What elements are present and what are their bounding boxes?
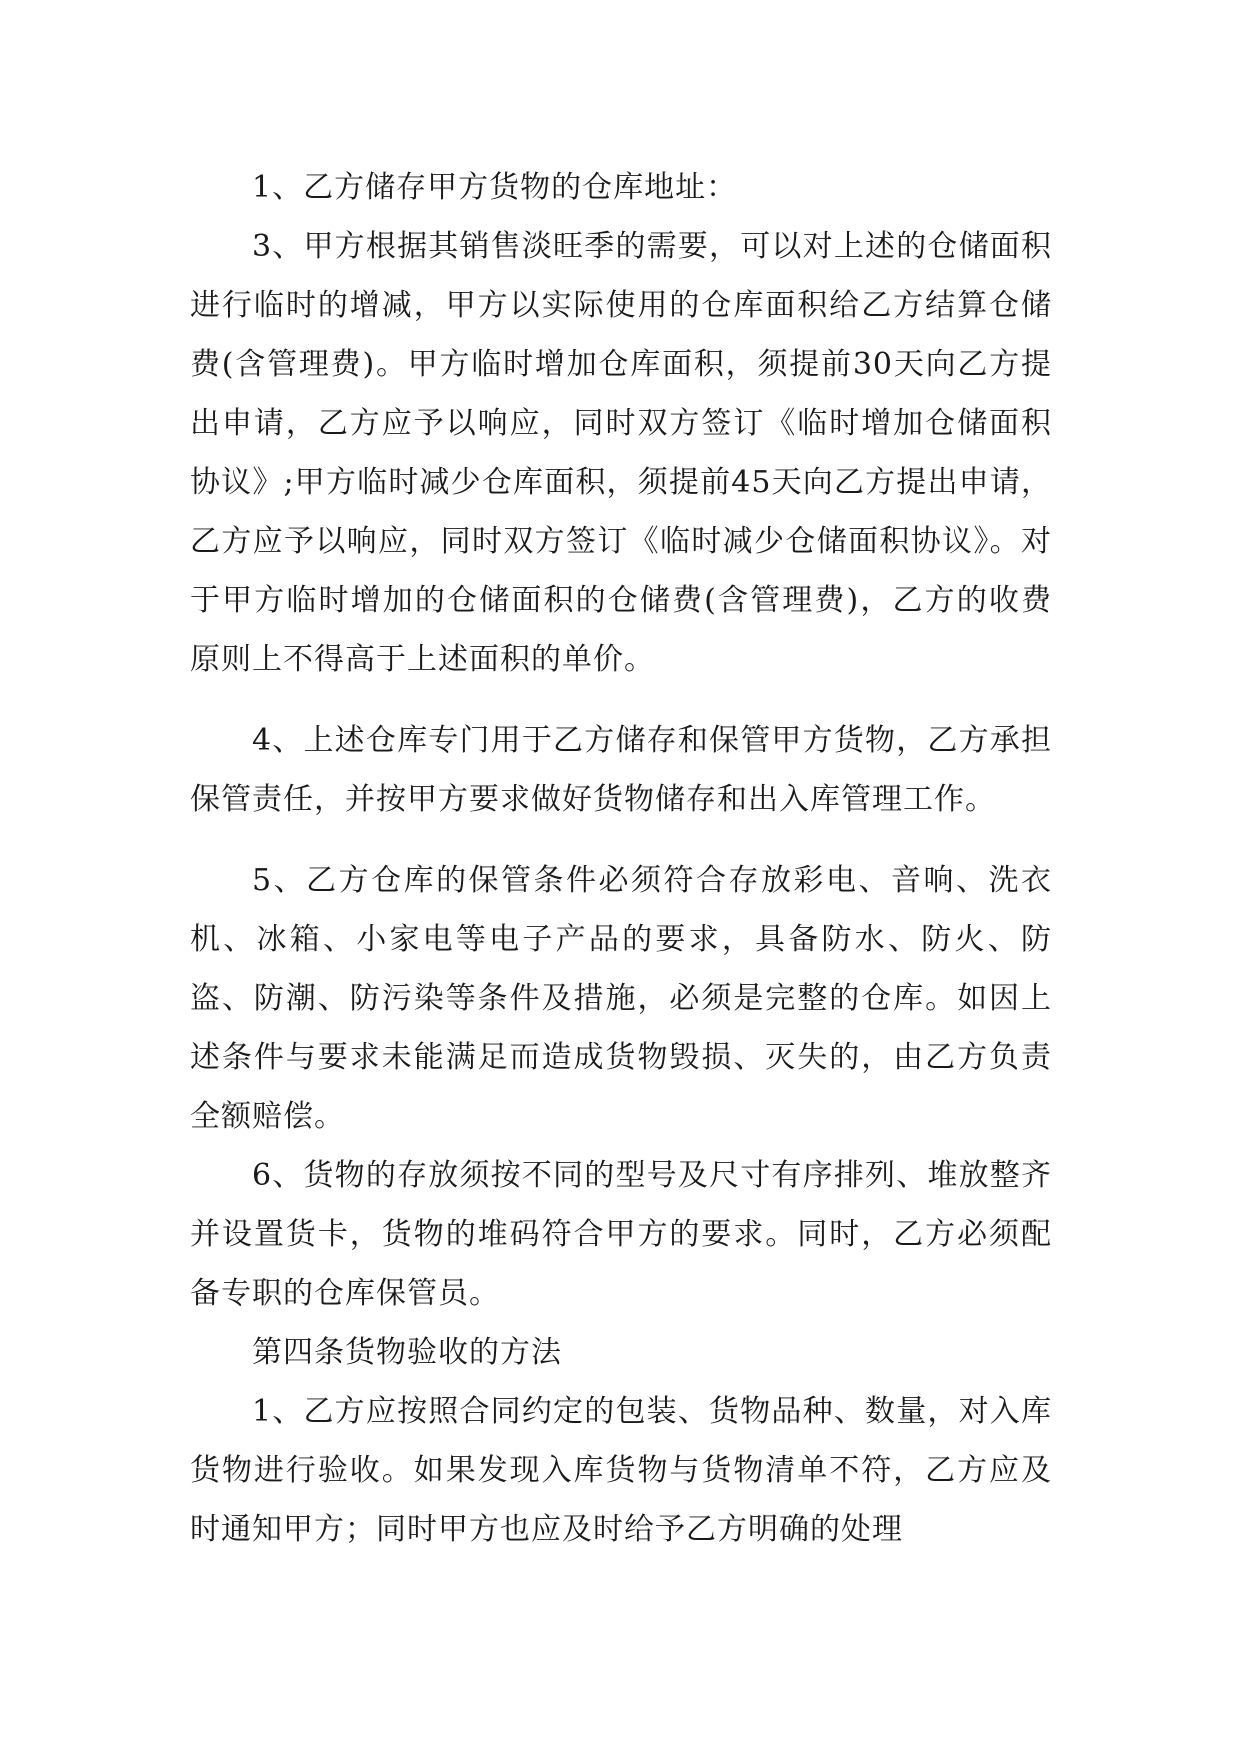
paragraph-stacking-rules: 6、货物的存放须按不同的型号及尺寸有序排列、堆放整齐并设置货卡，货物的堆码符合甲方的要求。同时，乙方必须配备专职的仓库保管员。 <box>190 1158 1052 1311</box>
paragraph-custody-responsibility: 4、上述仓库专门用于乙方储存和保管甲方货物，乙方承担保管责任，并按甲方要求做好货物储存和出入库管理工作。 <box>190 723 1052 817</box>
paragraph-storage-conditions: 5、乙方仓库的保管条件必须符合存放彩电、音响、洗衣机、冰箱、小家电等电子产品的要求，具备防水、防火、防盗、防潮、防污染等条件及措施，必须是完整的仓库。如因上述条件与要求未能满足而造成货物毁损、灭失的，由乙方负责全额赔偿。 <box>190 863 1052 1134</box>
paragraph-area-adjustment: 3、甲方根据其销售淡旺季的需要，可以对上述的仓储面积进行临时的增减，甲方以实际使用的仓库面积给乙方结算仓储费(含管理费)。甲方临时增加仓库面积，须提前30天向乙方提出申请，乙方应予以响应，同时双方签订《临时增加仓储面积协议》;甲方临时减少仓库面积，须提前45天向乙方提出申请，乙方应予以响应，同时双方签订《临时减少仓储面积协议》。对于甲方临时增加的仓储面积的仓储费(含管理费)，乙方的收费原则上不得高于上述面积的单价。 <box>190 229 1052 677</box>
paragraph-warehouse-address: 1、乙方储存甲方货物的仓库地址： <box>252 170 738 205</box>
document-body <box>190 158 1052 1559</box>
paragraph-inspection-method: 1、乙方应按照合同约定的包装、货物品种、数量，对入库货物进行验收。如果发现入库货物与货物清单不符，乙方应及时通知甲方；同时甲方也应及时给予乙方明确的处理 <box>190 1394 1052 1547</box>
section-heading-article-4: 第四条货物验收的方法 <box>252 1335 562 1370</box>
